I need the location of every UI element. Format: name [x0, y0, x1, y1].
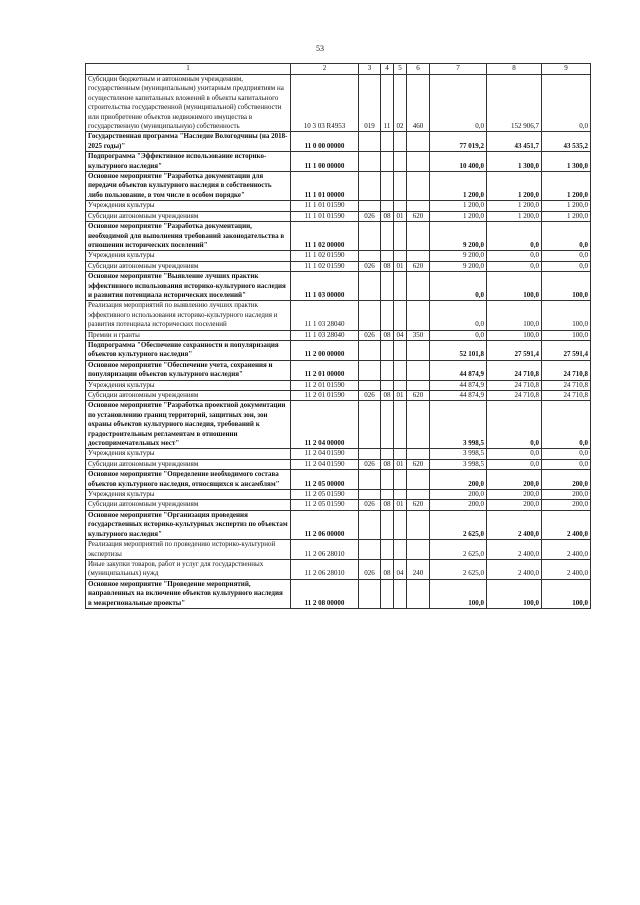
row-name-cell: Основное мероприятие "Определение необходимого состава объектов культурного наследия, относящихся к ансамблям" [86, 470, 291, 490]
row-section-cell [381, 540, 394, 560]
row-subsection-cell [394, 201, 407, 211]
row-expense-type-cell [407, 380, 430, 390]
row-code-cell: 11 1 02 01590 [291, 261, 359, 271]
row-amount-2021-cell: 100,0 [487, 301, 542, 330]
row-code-cell: 11 2 04 01590 [291, 449, 359, 459]
row-amount-2022-cell: 24 710,8 [542, 360, 591, 380]
row-name-cell: Реализация мероприятий по выявлению лучших практик эффективного использования историко-культурного наследия и развития потенциала исторических поселений [86, 301, 291, 330]
row-amount-2021-cell: 1 200,0 [487, 172, 542, 201]
row-ministry-code-cell [359, 540, 381, 560]
row-name-cell: Реализация мероприятий по проведению историко-культурной экспертизы [86, 540, 291, 560]
row-amount-2020-cell: 44 874,9 [430, 380, 487, 390]
row-ministry-code-cell: 026 [359, 559, 381, 579]
row-amount-2021-cell: 0,0 [487, 459, 542, 469]
row-ministry-code-cell [359, 579, 381, 608]
row-ministry-code-cell [359, 340, 381, 360]
row-amount-2022-cell: 1 200,0 [542, 201, 591, 211]
row-amount-2022-cell: 1 200,0 [542, 211, 591, 221]
row-amount-2020-cell: 10 400,0 [430, 152, 487, 172]
row-amount-2020-cell: 77 019,2 [430, 132, 487, 152]
row-amount-2020-cell: 3 998,5 [430, 401, 487, 449]
row-code-cell: 11 2 08 00000 [291, 579, 359, 608]
row-amount-2022-cell: 43 535,2 [542, 132, 591, 152]
row-ministry-code-cell: 026 [359, 500, 381, 510]
row-subsection-cell [394, 172, 407, 201]
row-subsection-cell: 01 [394, 211, 407, 221]
row-section-cell [381, 272, 394, 301]
row-section-cell [381, 490, 394, 500]
row-name-cell: Иные закупки товаров, работ и услуг для государственных (муниципальных) нужд [86, 559, 291, 579]
row-amount-2022-cell: 1 300,0 [542, 152, 591, 172]
row-ministry-code-cell [359, 301, 381, 330]
row-code-cell: 11 2 04 01590 [291, 459, 359, 469]
row-subsection-cell [394, 222, 407, 251]
row-section-cell [381, 172, 394, 201]
row-subsection-cell [394, 490, 407, 500]
row-expense-type-cell [407, 301, 430, 330]
row-section-cell [381, 301, 394, 330]
row-expense-type-cell [407, 251, 430, 261]
row-name-cell: Основное мероприятие "Организация проведения государственных историко-культурных экспертиз по объектам культурного наследия" [86, 510, 291, 539]
row-code-cell: 11 2 01 00000 [291, 360, 359, 380]
table-row [86, 251, 591, 261]
row-subsection-cell [394, 470, 407, 490]
row-name-cell: Учреждения культуры [86, 380, 291, 390]
row-subsection-cell [394, 401, 407, 449]
row-subsection-cell: 01 [394, 261, 407, 271]
row-amount-2021-cell: 0,0 [487, 401, 542, 449]
row-name-cell: Субсидии автономным учреждениям [86, 459, 291, 469]
row-subsection-cell: 04 [394, 330, 407, 340]
row-code-cell: 11 2 06 00000 [291, 510, 359, 539]
row-name-cell: Субсидии автономным учреждениям [86, 211, 291, 221]
row-amount-2021-cell: 100,0 [487, 579, 542, 608]
row-amount-2020-cell: 3 998,5 [430, 449, 487, 459]
row-amount-2021-cell: 200,0 [487, 490, 542, 500]
row-expense-type-cell [407, 510, 430, 539]
row-ministry-code-cell [359, 201, 381, 211]
row-amount-2022-cell: 1 200,0 [542, 172, 591, 201]
row-section-cell [381, 201, 394, 211]
row-amount-2020-cell: 44 874,9 [430, 391, 487, 401]
row-code-cell: 10 3 03 R4953 [291, 75, 359, 132]
row-amount-2020-cell: 2 625,0 [430, 559, 487, 579]
table-row [86, 540, 591, 560]
row-code-cell: 11 2 06 28010 [291, 540, 359, 560]
table-row [86, 272, 591, 301]
table-row [86, 201, 591, 211]
row-subsection-cell [394, 449, 407, 459]
row-expense-type-cell: 620 [407, 459, 430, 469]
row-code-cell: 11 1 03 00000 [291, 272, 359, 301]
row-code-cell: 11 1 02 00000 [291, 222, 359, 251]
row-name-cell: Основное мероприятие "Разработка документации для передачи объектов культурного наследия в собственность либо пользование, в том числе в особом порядке" [86, 172, 291, 201]
row-ministry-code-cell [359, 360, 381, 380]
row-amount-2022-cell: 0,0 [542, 251, 591, 261]
row-subsection-cell [394, 251, 407, 261]
row-section-cell: 08 [381, 391, 394, 401]
row-subsection-cell [394, 360, 407, 380]
budget-table [85, 63, 591, 609]
row-ministry-code-cell: 026 [359, 211, 381, 221]
row-name-cell: Учреждения культуры [86, 449, 291, 459]
row-subsection-cell [394, 579, 407, 608]
row-amount-2020-cell: 1 200,0 [430, 172, 487, 201]
header-cell: 4 [381, 64, 394, 75]
row-ministry-code-cell [359, 152, 381, 172]
page-number: 53 [316, 44, 324, 53]
row-expense-type-cell [407, 490, 430, 500]
row-amount-2022-cell: 200,0 [542, 470, 591, 490]
row-code-cell: 11 1 01 01590 [291, 211, 359, 221]
row-code-cell: 11 1 01 01590 [291, 201, 359, 211]
row-amount-2020-cell: 52 101,8 [430, 340, 487, 360]
row-ministry-code-cell [359, 380, 381, 390]
table-row [86, 172, 591, 201]
row-section-cell [381, 132, 394, 152]
row-ministry-code-cell [359, 401, 381, 449]
table-row [86, 559, 591, 579]
row-name-cell: Субсидии бюджетным и автономным учреждениям, государственным (муниципальным) унитарным предприятиям на осуществление капитальных вложений в объекты капитального строительства государственной (муниципальной) собственности или приобретение объектов недвижимого имущества в государственную (муниципальную) собственность [86, 75, 291, 132]
row-amount-2022-cell: 2 400,0 [542, 540, 591, 560]
row-amount-2022-cell: 24 710,8 [542, 391, 591, 401]
row-amount-2021-cell: 2 400,0 [487, 510, 542, 539]
row-subsection-cell [394, 510, 407, 539]
row-amount-2020-cell: 0,0 [430, 301, 487, 330]
table-row [86, 579, 591, 608]
row-section-cell [381, 449, 394, 459]
row-expense-type-cell [407, 470, 430, 490]
row-amount-2020-cell: 2 625,0 [430, 540, 487, 560]
row-name-cell: Субсидии автономным учреждениям [86, 261, 291, 271]
table-row [86, 401, 591, 449]
row-amount-2021-cell: 0,0 [487, 222, 542, 251]
row-subsection-cell [394, 132, 407, 152]
row-amount-2022-cell: 100,0 [542, 330, 591, 340]
row-name-cell: Премии и гранты [86, 330, 291, 340]
row-amount-2021-cell: 27 591,4 [487, 340, 542, 360]
row-amount-2022-cell: 27 591,4 [542, 340, 591, 360]
row-ministry-code-cell [359, 510, 381, 539]
header-row [86, 64, 591, 75]
header-cell: 6 [407, 64, 430, 75]
row-ministry-code-cell: 026 [359, 330, 381, 340]
row-section-cell [381, 251, 394, 261]
header-cell: 3 [359, 64, 381, 75]
row-name-cell: Основное мероприятие "Разработка проектной документации по установлению границ территорий, защитных зон, зон охраны объектов культурного наследия, требований к градостроительным регламентам в отношении достопримечательных мест" [86, 401, 291, 449]
row-amount-2022-cell: 0,0 [542, 459, 591, 469]
row-amount-2022-cell: 0,0 [542, 261, 591, 271]
row-section-cell [381, 360, 394, 380]
row-section-cell [381, 510, 394, 539]
row-ministry-code-cell [359, 172, 381, 201]
table-row [86, 470, 591, 490]
row-subsection-cell: 01 [394, 459, 407, 469]
row-code-cell: 11 2 01 01590 [291, 391, 359, 401]
row-code-cell: 11 2 06 28010 [291, 559, 359, 579]
table-row [86, 360, 591, 380]
row-expense-type-cell [407, 172, 430, 201]
row-amount-2020-cell: 1 200,0 [430, 201, 487, 211]
row-amount-2021-cell: 152 906,7 [487, 75, 542, 132]
table-row [86, 330, 591, 340]
header-cell: 2 [291, 64, 359, 75]
table-row [86, 261, 591, 271]
row-amount-2020-cell: 0,0 [430, 272, 487, 301]
row-subsection-cell [394, 301, 407, 330]
table-row [86, 510, 591, 539]
row-amount-2021-cell: 0,0 [487, 261, 542, 271]
row-section-cell [381, 152, 394, 172]
table-row [86, 449, 591, 459]
row-ministry-code-cell [359, 251, 381, 261]
row-amount-2021-cell: 2 400,0 [487, 540, 542, 560]
row-amount-2021-cell: 100,0 [487, 272, 542, 301]
table-row [86, 222, 591, 251]
row-ministry-code-cell: 019 [359, 75, 381, 132]
row-code-cell: 11 2 05 01590 [291, 500, 359, 510]
row-code-cell: 11 0 00 00000 [291, 132, 359, 152]
row-subsection-cell [394, 540, 407, 560]
row-ministry-code-cell: 026 [359, 459, 381, 469]
row-expense-type-cell: 620 [407, 500, 430, 510]
table-row [86, 301, 591, 330]
row-name-cell: Учреждения культуры [86, 490, 291, 500]
row-section-cell [381, 470, 394, 490]
header-cell: 1 [86, 64, 291, 75]
row-name-cell: Учреждения культуры [86, 251, 291, 261]
table-row [86, 380, 591, 390]
row-amount-2020-cell: 200,0 [430, 500, 487, 510]
row-amount-2020-cell: 1 200,0 [430, 211, 487, 221]
row-code-cell: 11 2 04 00000 [291, 401, 359, 449]
row-amount-2020-cell: 9 200,0 [430, 222, 487, 251]
row-section-cell: 08 [381, 500, 394, 510]
row-amount-2020-cell: 9 200,0 [430, 251, 487, 261]
row-section-cell: 08 [381, 211, 394, 221]
row-section-cell: 08 [381, 459, 394, 469]
row-name-cell: Основное мероприятие "Разработка документации, необходимой для выполнения требований законодательства в отношении исторических поселений" [86, 222, 291, 251]
row-name-cell: Субсидии автономным учреждениям [86, 391, 291, 401]
row-name-cell: Основное мероприятие "Выявление лучших практик эффективного использования историко-культурного наследия и развития потенциала исторических поселений" [86, 272, 291, 301]
row-code-cell: 11 1 01 00000 [291, 172, 359, 201]
row-section-cell: 08 [381, 330, 394, 340]
row-section-cell: 11 [381, 75, 394, 132]
row-expense-type-cell [407, 579, 430, 608]
row-amount-2021-cell: 43 451,7 [487, 132, 542, 152]
row-section-cell: 08 [381, 261, 394, 271]
row-ministry-code-cell [359, 470, 381, 490]
row-expense-type-cell [407, 540, 430, 560]
table-row [86, 500, 591, 510]
row-section-cell [381, 401, 394, 449]
row-amount-2021-cell: 1 200,0 [487, 201, 542, 211]
row-subsection-cell: 01 [394, 500, 407, 510]
row-ministry-code-cell [359, 132, 381, 152]
row-amount-2021-cell: 2 400,0 [487, 559, 542, 579]
row-expense-type-cell [407, 201, 430, 211]
table-row [86, 211, 591, 221]
row-amount-2020-cell: 3 998,5 [430, 459, 487, 469]
row-amount-2020-cell: 100,0 [430, 579, 487, 608]
header-cell: 9 [542, 64, 591, 75]
row-expense-type-cell: 240 [407, 559, 430, 579]
row-ministry-code-cell [359, 490, 381, 500]
row-amount-2021-cell: 24 710,8 [487, 380, 542, 390]
row-name-cell: Субсидии автономным учреждениям [86, 500, 291, 510]
row-subsection-cell [394, 152, 407, 172]
row-expense-type-cell [407, 340, 430, 360]
row-amount-2022-cell: 100,0 [542, 579, 591, 608]
row-code-cell: 11 2 01 01590 [291, 380, 359, 390]
row-subsection-cell: 04 [394, 559, 407, 579]
row-name-cell: Основное мероприятие "Проведение мероприятий, направленных на включение объектов культурного наследия в межрегиональные проекты" [86, 579, 291, 608]
row-amount-2022-cell: 200,0 [542, 490, 591, 500]
row-amount-2021-cell: 1 200,0 [487, 211, 542, 221]
table-row [86, 75, 591, 132]
row-amount-2022-cell: 200,0 [542, 500, 591, 510]
row-amount-2022-cell: 24 710,8 [542, 380, 591, 390]
row-name-cell: Основное мероприятие "Обеспечение учета, сохранения и популяризации объектов культурного наследия" [86, 360, 291, 380]
row-expense-type-cell: 620 [407, 211, 430, 221]
row-expense-type-cell: 460 [407, 75, 430, 132]
row-ministry-code-cell: 026 [359, 391, 381, 401]
table-row [86, 459, 591, 469]
row-amount-2022-cell: 100,0 [542, 301, 591, 330]
row-section-cell: 08 [381, 559, 394, 579]
row-subsection-cell [394, 340, 407, 360]
row-code-cell: 11 1 02 01590 [291, 251, 359, 261]
row-amount-2020-cell: 2 625,0 [430, 510, 487, 539]
row-amount-2020-cell: 9 200,0 [430, 261, 487, 271]
row-amount-2021-cell: 0,0 [487, 251, 542, 261]
row-ministry-code-cell [359, 272, 381, 301]
header-cell: 7 [430, 64, 487, 75]
row-expense-type-cell [407, 449, 430, 459]
row-amount-2022-cell: 0,0 [542, 401, 591, 449]
row-amount-2022-cell: 0,0 [542, 222, 591, 251]
row-amount-2021-cell: 0,0 [487, 449, 542, 459]
row-amount-2022-cell: 2 400,0 [542, 510, 591, 539]
row-amount-2021-cell: 200,0 [487, 470, 542, 490]
row-section-cell [381, 222, 394, 251]
row-code-cell: 11 2 05 00000 [291, 470, 359, 490]
row-section-cell [381, 340, 394, 360]
row-ministry-code-cell: 026 [359, 261, 381, 271]
row-amount-2020-cell: 0,0 [430, 75, 487, 132]
row-amount-2020-cell: 200,0 [430, 470, 487, 490]
row-amount-2022-cell: 0,0 [542, 449, 591, 459]
row-expense-type-cell [407, 152, 430, 172]
header-cell: 8 [487, 64, 542, 75]
table-row [86, 152, 591, 172]
row-subsection-cell: 02 [394, 75, 407, 132]
row-name-cell: Учреждения культуры [86, 201, 291, 211]
header-cell: 5 [394, 64, 407, 75]
row-amount-2022-cell: 2 400,0 [542, 559, 591, 579]
row-amount-2021-cell: 24 710,8 [487, 391, 542, 401]
row-code-cell: 11 2 05 01590 [291, 490, 359, 500]
row-amount-2022-cell: 100,0 [542, 272, 591, 301]
row-amount-2021-cell: 24 710,8 [487, 360, 542, 380]
row-ministry-code-cell [359, 222, 381, 251]
row-name-cell: Государственная программа "Наследие Вологодчины (на 2018-2025 годы)" [86, 132, 291, 152]
row-code-cell: 11 1 00 00000 [291, 152, 359, 172]
row-expense-type-cell [407, 401, 430, 449]
row-expense-type-cell [407, 222, 430, 251]
row-amount-2020-cell: 44 874,9 [430, 360, 487, 380]
row-name-cell: Подпрограмма "Эффективное использование историко-культурного наследия" [86, 152, 291, 172]
row-subsection-cell: 01 [394, 391, 407, 401]
row-amount-2022-cell: 0,0 [542, 75, 591, 132]
row-amount-2021-cell: 200,0 [487, 500, 542, 510]
table-row [86, 391, 591, 401]
row-amount-2021-cell: 1 300,0 [487, 152, 542, 172]
row-code-cell: 11 1 03 28040 [291, 301, 359, 330]
row-name-cell: Подпрограмма "Обеспечение сохранности и популяризация объектов культурного наследия" [86, 340, 291, 360]
row-section-cell [381, 380, 394, 390]
row-amount-2020-cell: 200,0 [430, 490, 487, 500]
row-amount-2020-cell: 0,0 [430, 330, 487, 340]
row-subsection-cell [394, 380, 407, 390]
row-ministry-code-cell [359, 449, 381, 459]
table-row [86, 132, 591, 152]
row-expense-type-cell [407, 272, 430, 301]
table-row [86, 490, 591, 500]
row-expense-type-cell [407, 360, 430, 380]
row-code-cell: 11 1 03 28040 [291, 330, 359, 340]
row-subsection-cell [394, 272, 407, 301]
row-code-cell: 11 2 00 00000 [291, 340, 359, 360]
table-row [86, 340, 591, 360]
row-expense-type-cell: 620 [407, 391, 430, 401]
row-expense-type-cell: 620 [407, 261, 430, 271]
row-amount-2021-cell: 100,0 [487, 330, 542, 340]
row-section-cell [381, 579, 394, 608]
row-expense-type-cell: 350 [407, 330, 430, 340]
row-expense-type-cell [407, 132, 430, 152]
